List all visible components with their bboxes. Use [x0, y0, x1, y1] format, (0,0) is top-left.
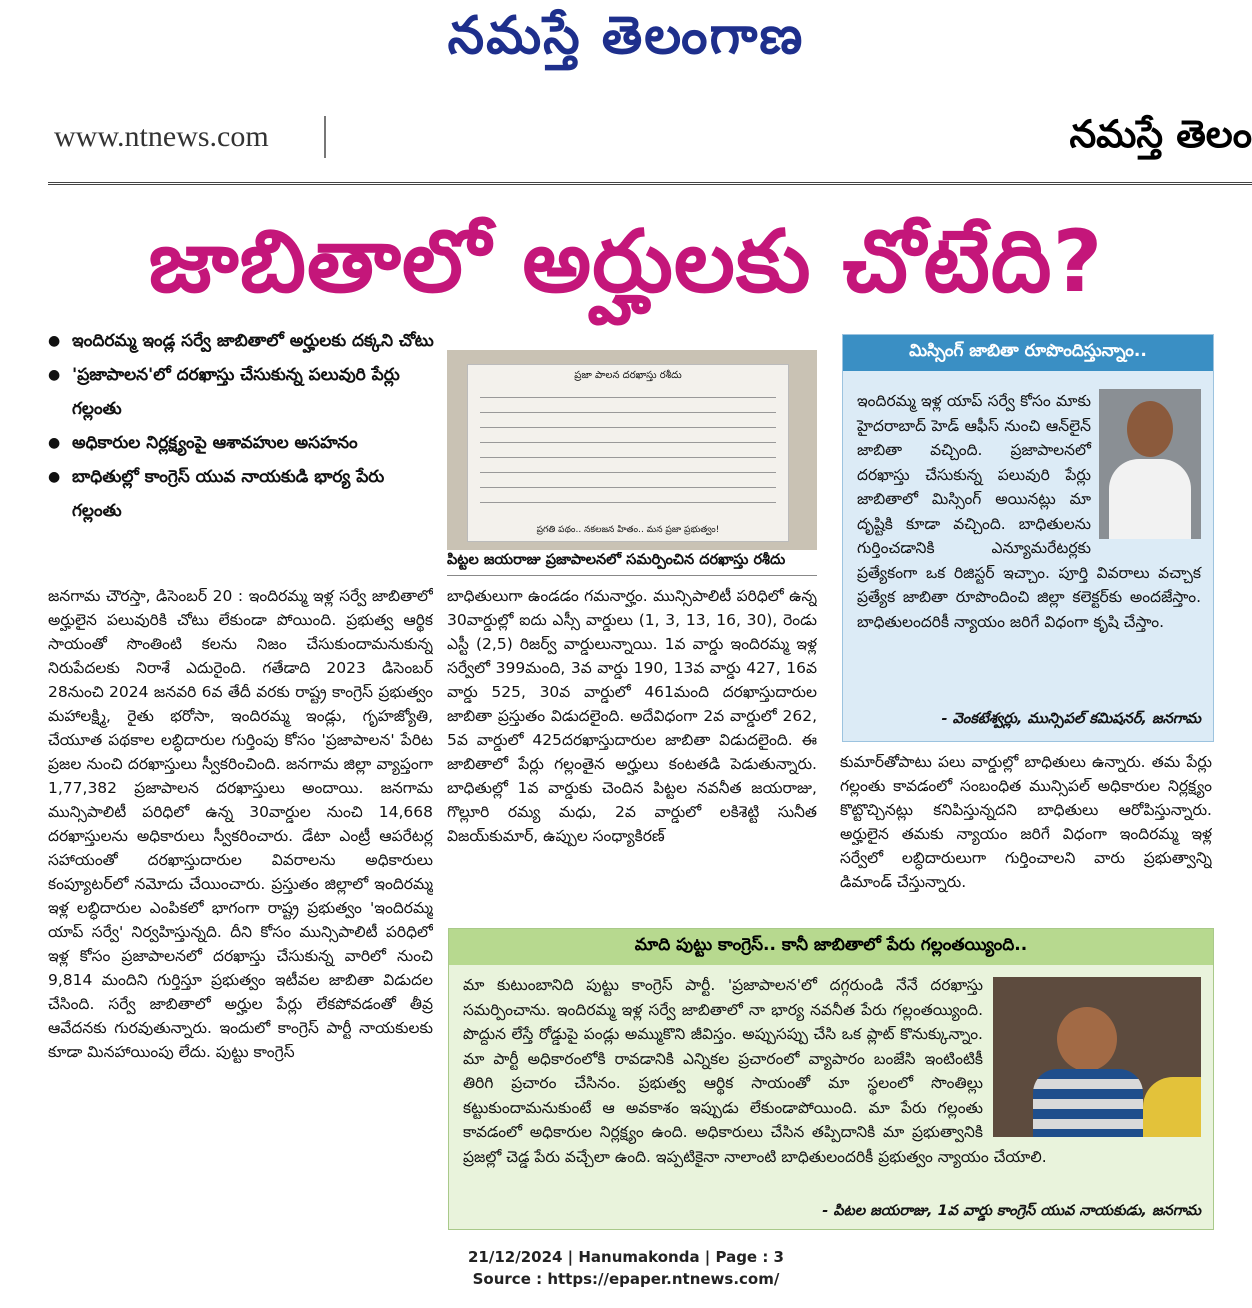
bullet-item: ● బాధితుల్లో కాంగ్రెస్ యువ నాయకుడి భార్య పేరు గల్లంతు	[46, 460, 436, 528]
newspaper-masthead: నమస్తే తెలంగాణ	[447, 6, 805, 66]
congress-leader-quote-box	[448, 928, 1214, 1230]
bullet-item: ● 'ప్రజాపాలన'లో దరఖాస్తు చేసుకున్న పలువురి పేర్లు గల్లంతు	[46, 358, 436, 426]
article-column-2: బాధితులుగా ఉండడం గమనార్హం. మున్సిపాలిటీ పరిధిలో ఉన్న 30వార్డుల్లో ఐదు ఎస్సీ వార్డులు (1, 3, 13, 16, 30), రెండు ఎస్టీ (2,5) రిజర్వ్ వార్డులున్నాయి. 1వ వార్డు ఇందిరమ్మ ఇళ్ల సర్వేలో 399మంది, 3వ వార్డు 190, 13వ వార్డు 427, 16వ వార్డు 525, 30వ వార్డులో 461మంది దరఖాస్తుదారుల జాబితా ప్రస్తుతం విడుదలైంది. అదేవిధంగా 2వ వార్డులో 262, 5వ వార్డులో 425దరఖాస్తుదారుల జాబితా విడుదలైంది. ఈ జాబితాలో పేర్లు గల్లంతైన అర్హులు కంటతడి పెడుతున్నారు. బాధితుల్లో 1వ వార్డుకు చెందిన పిట్టల నవనీత జయరాజు, గొల్లూరి రమ్య మధు, 2వ వార్డులో లకిశెట్టి సునీత విజయ్‌కుమార్, ఉప్పుల సంధ్యాకిరణ్	[447, 587, 817, 845]
bullet-item: ● అధికారుల నిర్లక్ష్యంపై ఆశావహుల అసహనం	[46, 426, 436, 460]
website-url: www.ntnews.com	[54, 120, 269, 153]
commissioner-photo	[1099, 389, 1201, 539]
box-text-container	[857, 389, 1201, 634]
brand-name-right: నమస్తే తెలం	[1069, 112, 1252, 156]
leader-photo	[993, 977, 1201, 1137]
source-url: Source : https://epaper.ntnews.com/	[472, 1270, 780, 1288]
box-signature: - పిటల జయరాజు, 1వ వార్డు కాంగ్రెస్ యువ నాయకుడు, జనగామ	[822, 1203, 1201, 1219]
box-signature: - వెంకటేశ్వర్లు, మున్సిపల్ కమిషనర్, జనగామ	[941, 711, 1201, 727]
receipt	[467, 364, 789, 542]
article-column-3: కుమార్‌తోపాటు పలు వార్డుల్లో బాధితులు ఉన్నారు. తమ పేర్లు గల్లంతు కావడంలో సంబంధిత మున్సిపల్ అధికారుల నిర్లక్ష్యం కొట్టొచ్చినట్లు కనిపిస్తున్నదని బాధితులు ఆరోపిస్తున్నారు. అర్హులైన తమకు న్యాయం జరిగే విధంగా ఇందిరమ్మ ఇళ్ల సర్వేలో లబ్ధిదారులుగా గుర్తించాలని వారు ప్రభుత్వాన్ని డిమాండ్ చేస్తున్నారు.	[840, 753, 1212, 891]
divider	[324, 116, 326, 158]
edition-info: 21/12/2024 | Hanumakonda | Page : 3	[467, 1248, 784, 1266]
box-title: మిస్సింగ్ జాబితా రూపొందిస్తున్నాం..	[843, 335, 1213, 371]
bullet-list	[46, 324, 436, 528]
headline: జాబితాలో అర్హులకు చోటేది?	[148, 212, 1104, 312]
page-footer	[0, 1246, 1252, 1290]
box-text: ఇందిరమ్మ ఇళ్ల యాప్ సర్వే కోసం మాకు హైదరాబాద్ హెడ్ ఆఫీస్ నుంచి ఆన్‌లైన్ జాబితా వచ్చింది. ప్రజాపాలనలో దరఖాస్తు చేసుకున్న పలువురి పేర్లు జాబితాలో మిస్సింగ్ అయినట్లు మా దృష్టికి కూడా వచ్చింది. బాధితులను గుర్తించడానికి ఎన్యూమరేటర్లకు ప్రత్యేకంగా ఒక రిజిస్టర్ ఇచ్చాం. పూర్తి వివరాలు వచ్చాక ప్రత్యేక జాబితా రూపొందించి జిల్లా కలెక్టర్‌కు అందజేస్తాం. బాధితులందరికీ న్యాయం జరిగే విధంగా కృషి చేస్తాం.	[857, 392, 1201, 631]
receipt-title: ప్రజా పాలన దరఖాస్తు రశీదు	[574, 370, 682, 381]
commissioner-quote-box	[842, 334, 1214, 742]
url-bar	[48, 112, 1252, 185]
article-column-1: జనగామ చౌరస్తా, డిసెంబర్ 20 : ఇందిరమ్మ ఇళ్ల సర్వే జాబితాలో అర్హులైన పలువురికి చోటు లేకుండా పోయింది. ప్రభుత్వ ఆర్థిక సాయంతో సొంతింటి కలను నిజం చేసుకుందామనుకున్న నిరుపేదలకు నిరాశే ఎదురైంది. గతేడాది 2023 డిసెంబర్ 28నుంచి 2024 జనవరి 6వ తేదీ వరకు రాష్ట్ర కాంగ్రెస్ ప్రభుత్వం మహాలక్ష్మి, రైతు భరోసా, ఇందిరమ్మ ఇండ్లు, గృహజ్యోతి, చేయూత పథకాల లబ్ధిదారుల గుర్తింపు కోసం 'ప్రజాపాలన' పేరిట ప్రజల నుంచి దరఖాస్తులు స్వీకరించింది. జనగామ జిల్లా వ్యాప్తంగా 1,77,382 ప్రజాపాలన దరఖాస్తులు అందాయి. జనగామ మున్సిపాలిటీ పరిధిలో ఉన్న 30వార్డుల నుంచి 14,668 దరఖాస్తులను అధికారులు స్వీకరించారు. డేటా ఎంట్రీ ఆపరేటర్ల సహాయంతో దరఖాస్తుదారుల వివరాలను అధికారులు కంప్యూటర్‌లో నమోదు చేయించారు. ప్రస్తుతం జిల్లాలో ఇందిరమ్మ ఇళ్ల లబ్ధిదారుల ఎంపికలో భాగంగా రాష్ట్ర ప్రభుత్వం 'ఇందిరమ్మ యాప్ సర్వే' నిర్వహిస్తున్నది. దీని కోసం మున్సిపాలిటీ పరిధిలో ఇళ్ల కోసం ప్రజాపాలనలో దరఖాస్తు చేసుకున్న వారిలో నుంచి 9,814 మందిని గుర్తిస్తూ ప్రభుత్వం ఇటీవల జాబితా విడుదల చేసింది. సర్వే జాబితాలో అర్హుల పేర్లు లేకపోవడంతో తీవ్ర ఆవేదనకు గురవుతున్నారు. ఇందులో కాంగ్రెస్ పార్టీ నాయకులకు కూడా మినహాయింపు లేదు. పుట్టు కాంగ్రెస్	[48, 587, 433, 1061]
box-title: మాది పుట్టు కాంగ్రెస్.. కానీ జాబితాలో పేరు గల్లంతయ్యింది..	[449, 929, 1213, 965]
box-text: మా కుటుంబానిది పుట్టు కాంగ్రెస్ పార్టీ. 'ప్రజాపాలన'లో దగ్గరుండి నేనే దరఖాస్తు సమర్పించాను. ఇందిరమ్మ ఇళ్ల సర్వే జాబితాలో నా భార్య నవనీత పేరు గల్లంతయ్యింది. పొద్దున లేస్తే రోడ్డుపై పండ్లు అమ్ముకొని జీవిస్తం. అప్పుసప్పు చేసి ఒక ప్లాట్ కొనుక్కున్నాం. మా పార్టీ అధికారంలోకి రావడానికి ఎన్నికల ప్రచారంలో వ్యాపారం బంజేసి ఇంటింటికీ తిరిగి ప్రచారం చేసినం. ప్రభుత్వ ఆర్థిక సాయంతో మా స్థలంలో సొంతిల్లు కట్టుకుందామనుకుంటే ఆ అవకాశం ఇప్పుడు లేకుండాపోయింది. మా పేరు గల్లంతు కావడంలో అధికారుల నిర్లక్ష్యం ఉంది. అధికారులు చేసిన తప్పిదానికి మా ప్రభుత్వానికి ప్రజల్లో చెడ్డ పేరు వచ్చేలా ఉంది. ఇప్పటికైనా నాలాంటి బాధితులందరికీ ప్రభుత్వం న్యాయం చేయాలి.	[463, 976, 1047, 1166]
box-text-container	[463, 973, 1201, 1169]
bullet-item: ● ఇందిరమ్మ ఇండ్ల సర్వే జాబితాలో అర్హులకు దక్కని చోటు	[46, 324, 436, 358]
photo-caption: పిట్టల జయరాజు ప్రజాపాలనలో సమర్పించిన దరఖాస్తు రశీదు	[447, 552, 817, 576]
receipt-footer: ప్రగతి పథం.. నకలజన హితం.. మన ప్రజా ప్రభుత్వం!	[536, 525, 720, 535]
receipt-photo	[447, 350, 817, 550]
